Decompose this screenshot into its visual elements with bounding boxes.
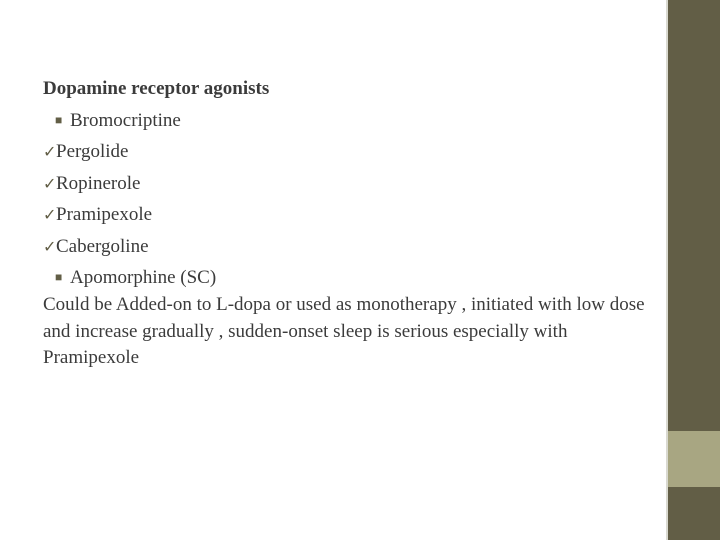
square-bullet-icon: ■ [55,112,63,127]
square-bullet-icon: ■ [55,270,63,285]
checkmark-icon: ✓ [43,236,57,256]
checkmark-icon: ✓ [43,205,57,225]
checkmark-icon: ✓ [43,173,57,193]
list-item-label: Cabergoline [56,235,149,257]
list-item-label: Bromocriptine [70,109,181,131]
list-item-label: Apomorphine (SC) [70,267,217,289]
list-item-label: Pramipexole [56,204,153,226]
list-item-cabergoline [43,234,663,266]
slide-content [43,76,663,372]
sidebar-bottom-block [668,487,720,540]
list-item-label: Ropinerole [56,172,141,194]
list-item-label: Pergolide [56,141,129,163]
list-item-pergolide [43,139,663,171]
list-item-ropinerole [43,171,663,203]
list-item-bromocriptine [43,108,663,140]
list-item-pramipexole [43,202,663,234]
slide-heading: Dopamine receptor agonists [43,78,270,99]
sidebar-top-block [668,0,720,431]
checkmark-icon: ✓ [43,142,57,162]
decorative-sidebar [666,0,720,540]
sidebar-accent-block [668,431,720,487]
body-paragraph: Could be Added-on to L-dopa or used as monotherapy , initiated with low dose and increase gradually , sudden-onset sleep is serious especially with Pramipexole [43,294,645,369]
